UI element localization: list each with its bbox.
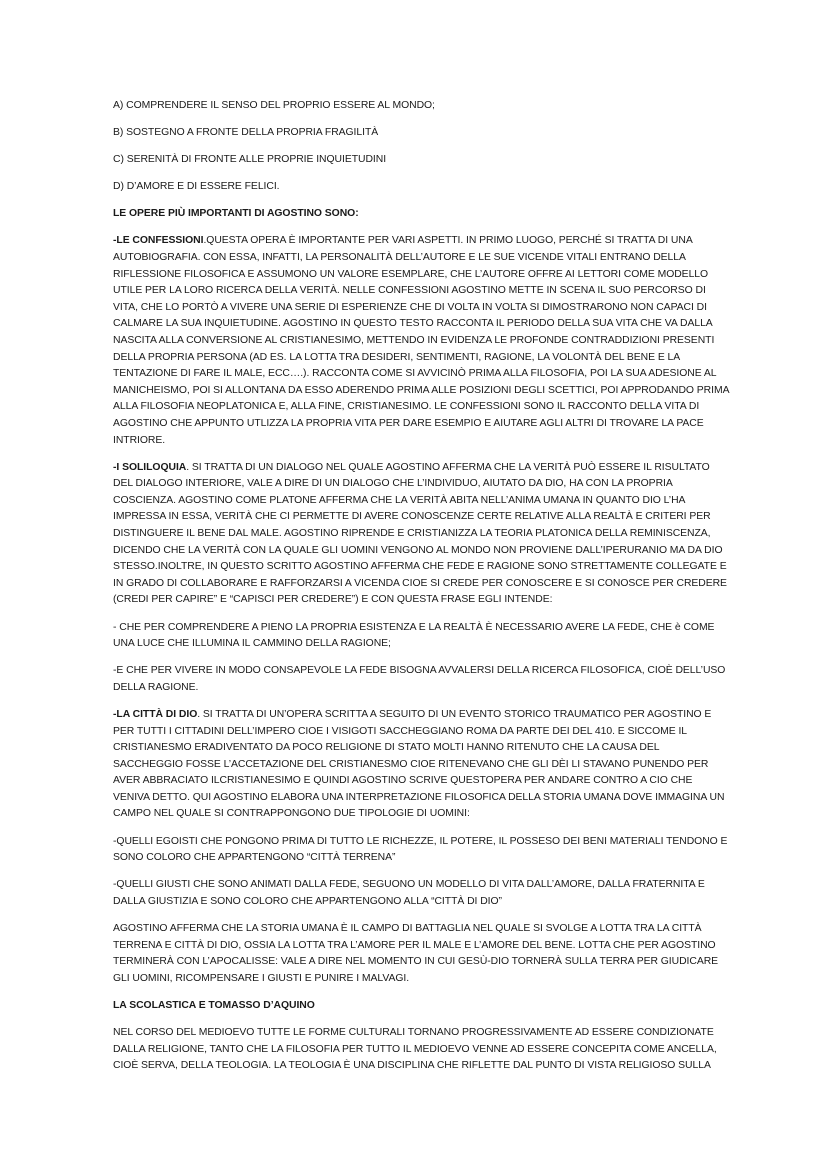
section-heading-scolastica: LA SCOLASTICA E TOMASSO D’AQUINO	[113, 999, 315, 1011]
list-item-d: D) D’AMORE E DI ESSERE FELICI.	[113, 181, 280, 193]
paragraph-storia: AGOSTINO AFFERMA CHE LA STORIA UMANA È IL CAMPO DI BATTAGLIA NEL QUALE SI SVOLGE A LOTTA TRA LA CITTÀ TERRENA E CITTÀ DI DIO, OSSIA LA LOTTA TRA L’AMORE PER IL MALE E L’AMORE DEL BENE. LOTTA CHE PER AGOSTINO TERMINERÀ CON L’APOCALISSE: VALE A DIRE NEL MOMENTO IN CUI GESÙ-DIO TORNERÀ SULLA TERRA PER GIUDICARE GLI UOMINI, RICOMPENSARE I GIUSTI E PUNIRE I MALVAGI.	[113, 922, 719, 984]
list-item-a: A) COMPRENDERE IL SENSO DEL PROPRIO ESSERE AL MONDO;	[113, 100, 435, 111]
paragraph-egoisti: -QUELLI EGOISTI CHE PONGONO PRIMA DI TUTTO LE RICHEZZE, IL POTERE, IL POSSESO DEI BENI MATERIALI TENDONO E SONO COLORO CHE APPARTENGONO “CITTÀ TERRENA”	[113, 835, 728, 864]
paragraph-soliloquia	[113, 460, 729, 609]
paragraph-confessioni	[113, 233, 729, 449]
citta-text: . SI TRATTA DI UN’OPERA SCRITTA A SEGUITO DI UN EVENTO STORICO TRAUMATICO PER AGOSTINO E PER TUTTI I CITTADINI DELL’IMPERO CIOE I VISIGOTI SACCHEGGIANO ROMA DA PARTE DEI DEL 410. E SICCOME IL CRISTIANESMO ERADIVENTATO DA POCO RELIGIONE DI STATO MOLTI HANNO RITENUTO CHE LA CAUSA DEL SACCHEGGIO FOSSE L’ACCETAZIONE DEL CRISTIANESMO CIOE RITENEVANO CHE GLI DÈI LI STAVANO PUNENDO PER AVER ABBRACIATO ILCRISTIANESIMO E QUINDI AGOSTINO SCRIVE QUESTOPERA PER ANDARE CONTRO A CIO CHE VENIVA DETTO. QUI AGOSTINO ELABORA UNA INTERPRETAZIONE FILOSOFICA DELLA STORIA UMANA DOVE IMMAGINA UN CAMPO NEL QUALE SI CONTRAPPONGONO DUE TIPOLOGIE DI UOMINI:	[113, 708, 725, 820]
paragraph-giusti: -QUELLI GIUSTI CHE SONO ANIMATI DALLA FEDE, SEGUONO UN MODELLO DI VITA DALL’AMORE, DALLA FRATERNITA E DALLA GIUSTIZIA E SONO COLORO CHE APPARTENGONO ALLA “CITTÀ DI DIO”	[113, 879, 705, 907]
paragraph-medioevo: NEL CORSO DEL MEDIOEVO TUTTE LE FORME CULTURALI TORNANO PROGRESSIVAMENTE AD ESSERE CONDIZIONATE DALLA RELIGIONE, TANTO CHE LA FILOSOFIA PER TUTTO IL MEDIOEVO VENNE AD ESSERE CONCEPITA COME ANCELLA, CIOÈ SERVA, DELLA TEOLOGIA. LA TEOLOGIA È UNA DISCIPLINA CHE RIFLETTE DAL PUNTO DI VISTA RELIGIOSO SULLA	[113, 1026, 717, 1072]
paragraph-citta-di-dio	[113, 707, 729, 823]
paragraph-point-ragione: -E CHE PER VIVERE IN MODO CONSAPEVOLE LA FEDE BISOGNA AVVALERSI DELLA RICERCA FILOSOFICA, CIOÈ DELL’USO DELLA RAGIONE.	[113, 665, 726, 693]
confessioni-text: .QUESTA OPERA È IMPORTANTE PER VARI ASPETTI. IN PRIMO LUOGO, PERCHÉ SI TRATTA DI UNA AUTOBIOGRAFIA. CON ESSA, INFATTI, LA PERSONALITÀ DELL’AUTORE E LE SUE VICENDE VITALI ENTRANO DELLA RIFLESSIONE FILOSOFICA E ASSUMONO UN VALORE ESEMPLARE, CHE L’AUTORE OFFRE AI LETTORI COME MODELLO UTILE PER LA LORO RICERCA DELLA VERITÀ. NELLE CONFESSIONI AGOSTINO METTE IN SCENA IL SUO PERCORSO DI VITA, CHE LO PORTÒ A VIVERE UNA SERIE DI ESPERIENZE CHE DI VOLTA IN VOLTA SI DIMOSTRARONO NON CAPACI DI CALMARE LA SUA INQUIETUDINE. AGOSTINO IN QUESTO TESTO RACCONTA IL PERIODO DELLA SUA VITA CHE VA DALLA NASCITA ALLA CONVERSIONE AL CRISTIANESIMO, METTENDO IN EVIDENZA LE PROFONDE CONTRADDIZIONI PRESENTI DELLA PROPRIA PERSONA (AD ES. LA LOTTA TRA DESIDERI, SENTIMENTI, RAGIONE, LA VOLONTÀ DEL BENE E LA TENTAZIONE DI FARE IL MALE, ECC….). RACCONTA COME SI AVVICINÒ PRIMA ALLA FILOSOFIA, POI LA SUA ADESIONE AL MANICHEISMO, POI SI ALLONTANA DA ESSO ADERENDO PRIMA ALLE POSIZIONI DEGLI SCETTICI, POI APPRODANDO PRIMA ALLA FILOSOFIA NEOPLATONICA E, ALLA FINE, CRISTIANESIMO. LE CONFESSIONI SONO IL RACCONTO DELLA VITA DI AGOSTINO CHE APPUNTO UTLIZZA LA PROPRIA VITA PER DARE ESEMPIO E AIUTARE AGLI ALTRI DI TROVARE LA PACE INTRIORE.	[113, 235, 729, 446]
document-body	[113, 98, 729, 1085]
soliloquia-title: -I SOLILOQUIA	[113, 461, 187, 473]
list-item-b: B) SOSTEGNO A FRONTE DELLA PROPRIA FRAGILITÀ	[113, 127, 379, 139]
confessioni-title: -LE CONFESSIONI	[113, 235, 204, 247]
soliloquia-text: . SI TRATTA DI UN DIALOGO NEL QUALE AGOSTINO AFFERMA CHE LA VERITÀ PUÒ ESSERE IL RISULTATO DEL DIALOGO INTERIORE, VALE A DIRE DI UN DIALOGO CHE L’INDIVIDUO, AIUTATO DA DIO, HA CON LA PROPRIA COSCIENZA. AGOSTINO COME PLATONE AFFERMA CHE LA VERITÀ ABITA NELL’ANIMA UMANA IN QUANTO DIO L’HA IMPRESSA IN ESSA, VERITÀ CHE CI PERMETTE DI AVERE CONOSCENZE CERTE RELATIVE ALLA REALTÀ E CRITERI PER DISTINGUERE IL BENE DAL MALE. AGOSTINO RIPRENDE E CRISTIANIZZA LA TEORIA PLATONICA DELLA REMINISCENZA, DICENDO CHE LA VERITÀ CON LA QUALE GLI UOMINI VENGONO AL MONDO NON PROVIENE DALL’IPERURANIO MA DA DIO STESSO.INOLTRE, IN QUESTO SCRITTO AGOSTINO AFFERMA CHE FEDE E RAGIONE SONO STRETTAMENTE COLLEGATE E IN GRADO DI COLLABORARE E RAFFORZARSI A VICENDA CIOE SI CREDE PER CONOSCERE E SI CONOSCE PER CREDERE (CREDI PER CAPIRE” E “CAPISCI PER CREDERE”) E CON QUESTA FRASE EGLI INTENDE:	[113, 461, 727, 606]
list-item-c: C) SERENITÀ DI FRONTE ALLE PROPRIE INQUIETUDINI	[113, 154, 387, 166]
citta-title: -LA CITTÀ DI DIO	[113, 708, 198, 720]
section-heading-opere: LE OPERE PIÙ IMPORTANTI DI AGOSTINO SONO:	[113, 208, 359, 220]
paragraph-point-fede: - CHE PER COMPRENDERE A PIENO LA PROPRIA ESISTENZA E LA REALTÀ È NECESSARIO AVERE LA FEDE, CHE è COME UNA LUCE CHE ILLUMINA IL CAMMINO DELLA RAGIONE;	[113, 621, 715, 650]
